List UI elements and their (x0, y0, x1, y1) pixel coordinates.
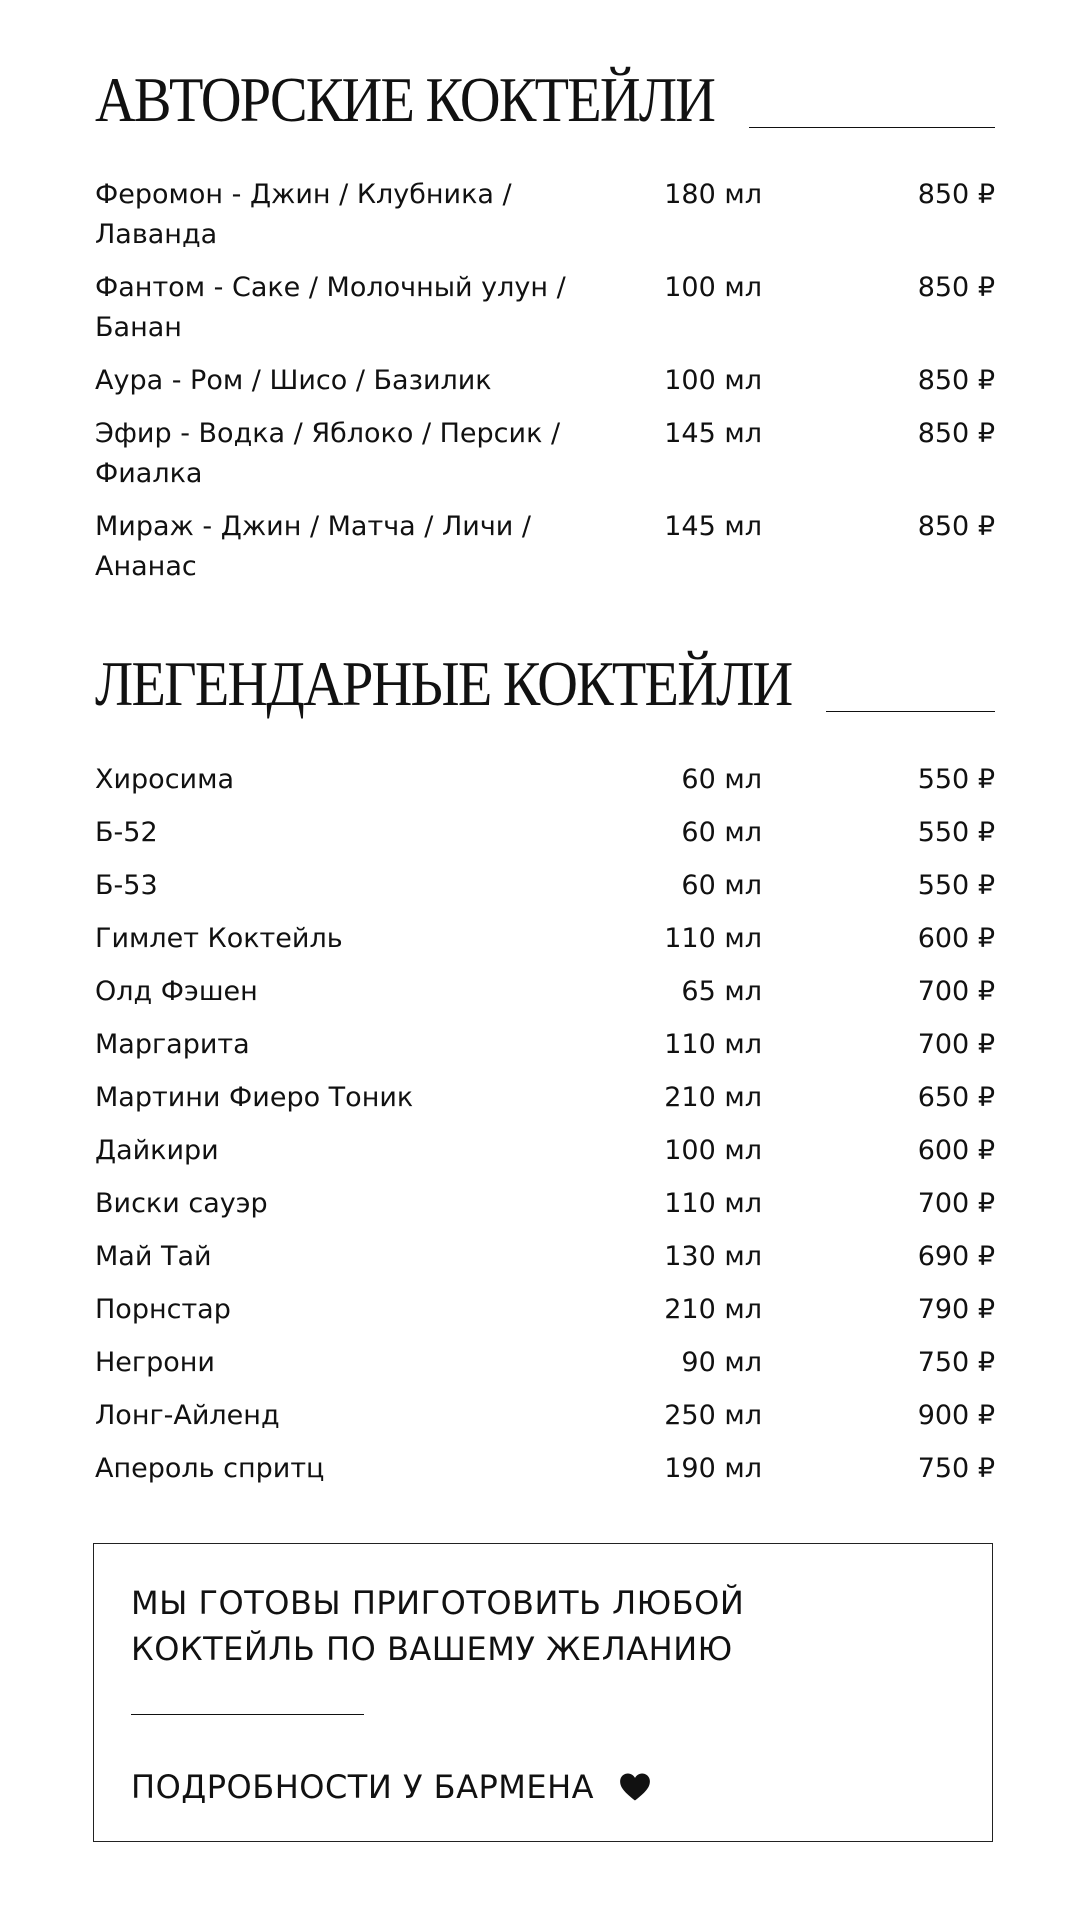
menu-row (95, 866, 995, 906)
custom-order-text (131, 1580, 891, 1672)
legendary-section-rule (826, 711, 995, 712)
item-name: Негрони (95, 1347, 215, 1378)
menu-row (95, 175, 995, 255)
item-price: 850 ₽ (917, 418, 995, 449)
item-name: Виски сауэр (95, 1188, 268, 1219)
item-name: Мираж - Джин / Матча / Личи / Ананас (95, 511, 531, 582)
item-name: Маргарита (95, 1029, 250, 1060)
item-volume: 180 мл (664, 179, 762, 210)
legendary-section-title: ЛЕГЕНДАРНЫЕ КОКТЕЙЛИ (95, 648, 792, 719)
item-volume: 100 мл (664, 1135, 762, 1166)
menu-row (95, 1078, 995, 1118)
item-price: 550 ₽ (917, 764, 995, 795)
custom-order-line-2: КОКТЕЙЛЬ ПО ВАШЕМУ ЖЕЛАНИЮ (131, 1630, 733, 1668)
menu-row (95, 1237, 995, 1277)
menu-row (95, 972, 995, 1012)
item-volume: 190 мл (664, 1453, 762, 1484)
item-price: 600 ₽ (917, 1135, 995, 1166)
item-volume: 90 мл (681, 1347, 762, 1378)
menu-row (95, 760, 995, 800)
item-name: Лонг-Айленд (95, 1400, 280, 1431)
item-price: 550 ₽ (917, 870, 995, 901)
item-name: Эфир - Водка / Яблоко / Персик / Фиалка (95, 418, 561, 489)
item-name: Олд Фэшен (95, 976, 258, 1007)
menu-row (95, 507, 995, 587)
menu-row (95, 268, 995, 348)
menu-row (95, 414, 995, 494)
item-name: Феромон - Джин / Клубника / Лаванда (95, 179, 512, 250)
menu-row (95, 1343, 995, 1383)
legendary-section-header (95, 648, 995, 719)
menu-row (95, 919, 995, 959)
item-name: Порнстар (95, 1294, 231, 1325)
item-volume: 110 мл (664, 1188, 762, 1219)
item-volume: 110 мл (664, 1029, 762, 1060)
menu-row (95, 1449, 995, 1489)
signature-section-header (95, 64, 995, 135)
item-volume: 60 мл (681, 764, 762, 795)
item-price: 700 ₽ (917, 1188, 995, 1219)
item-price: 600 ₽ (917, 923, 995, 954)
menu-row (95, 1131, 995, 1171)
item-price: 750 ₽ (917, 1347, 995, 1378)
custom-order-divider (131, 1714, 364, 1715)
legendary-cocktail-list (95, 760, 995, 1502)
item-name: Б-52 (95, 817, 158, 848)
item-price: 700 ₽ (917, 976, 995, 1007)
item-volume: 210 мл (664, 1082, 762, 1113)
item-name: Аура - Ром / Шисо / Базилик (95, 365, 492, 396)
heart-icon (618, 1770, 652, 1804)
item-volume: 210 мл (664, 1294, 762, 1325)
item-price: 850 ₽ (917, 179, 995, 210)
menu-row (95, 361, 995, 401)
item-price: 690 ₽ (917, 1241, 995, 1272)
bartender-note (131, 1764, 652, 1810)
item-volume: 145 мл (664, 418, 762, 449)
item-volume: 130 мл (664, 1241, 762, 1272)
item-price: 700 ₽ (917, 1029, 995, 1060)
item-name: Фантом - Саке / Молочный улун / Банан (95, 272, 566, 343)
item-price: 650 ₽ (917, 1082, 995, 1113)
menu-row (95, 1290, 995, 1330)
menu-row (95, 1025, 995, 1065)
item-price: 850 ₽ (917, 511, 995, 542)
bartender-note-text: ПОДРОБНОСТИ У БАРМЕНА (131, 1768, 595, 1806)
item-volume: 100 мл (664, 272, 762, 303)
menu-row (95, 813, 995, 853)
item-volume: 60 мл (681, 870, 762, 901)
item-name: Апероль спритц (95, 1453, 325, 1484)
item-volume: 145 мл (664, 511, 762, 542)
item-volume: 110 мл (664, 923, 762, 954)
item-volume: 250 мл (664, 1400, 762, 1431)
custom-order-line-1: МЫ ГОТОВЫ ПРИГОТОВИТЬ ЛЮБОЙ (131, 1584, 745, 1622)
item-price: 750 ₽ (917, 1453, 995, 1484)
custom-order-box (93, 1543, 993, 1842)
menu-row (95, 1396, 995, 1436)
signature-cocktail-list (95, 175, 995, 600)
item-name: Мартини Фиеро Тоник (95, 1082, 414, 1113)
item-price: 850 ₽ (917, 272, 995, 303)
item-name: Май Тай (95, 1241, 212, 1272)
item-price: 790 ₽ (917, 1294, 995, 1325)
signature-section-title: АВТОРСКИЕ КОКТЕЙЛИ (95, 64, 715, 135)
item-name: Дайкири (95, 1135, 219, 1166)
item-volume: 65 мл (681, 976, 762, 1007)
item-volume: 100 мл (664, 365, 762, 396)
item-price: 850 ₽ (917, 365, 995, 396)
item-volume: 60 мл (681, 817, 762, 848)
item-price: 900 ₽ (917, 1400, 995, 1431)
menu-row (95, 1184, 995, 1224)
signature-section-rule (749, 127, 995, 128)
item-name: Гимлет Коктейль (95, 923, 343, 954)
item-name: Б-53 (95, 870, 158, 901)
item-price: 550 ₽ (917, 817, 995, 848)
item-name: Хиросима (95, 764, 235, 795)
